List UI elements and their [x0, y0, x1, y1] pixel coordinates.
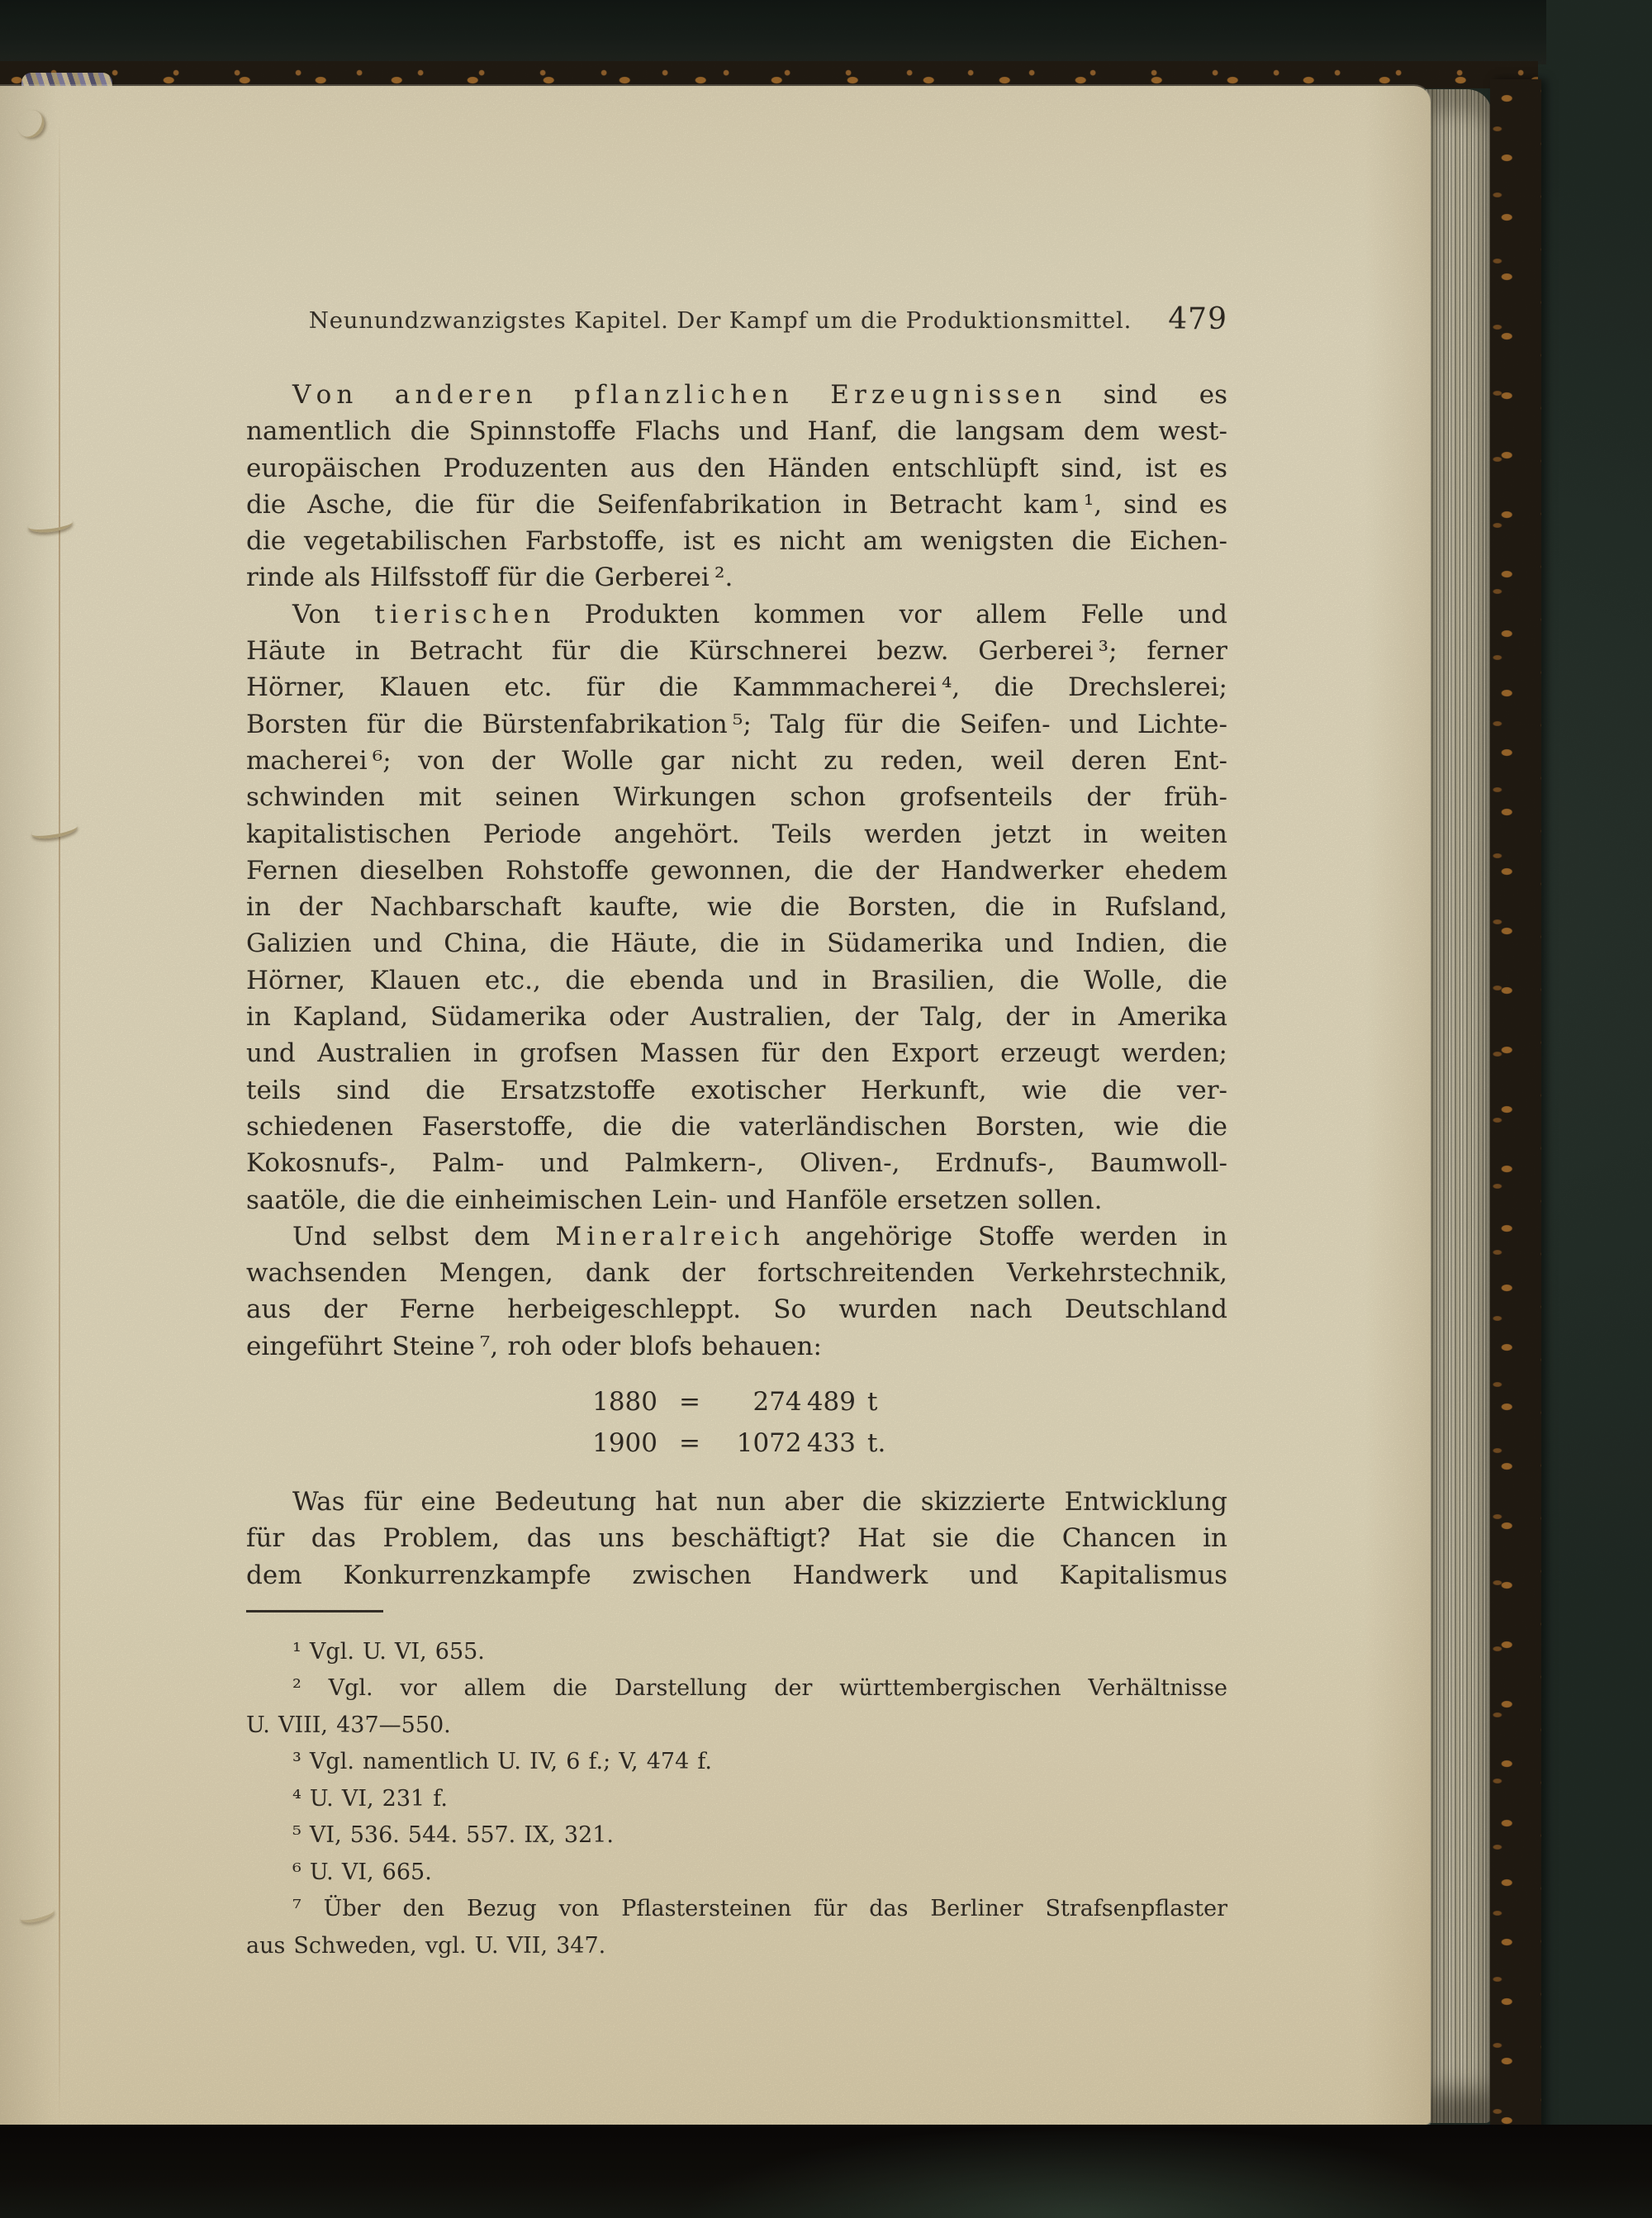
binding-stitch — [19, 1904, 56, 1926]
footnote-line: ⁵ VI, 536. 544. 557. IX, 321. — [292, 1822, 615, 1849]
text-line: in der Nachbarschaft kaufte, wie die Borsten, die in Rufsland, — [246, 892, 1227, 923]
footnote-line: ⁷ Über den Bezug von Pflastersteinen für das Berliner Strafsenpflaster — [292, 1896, 1227, 1922]
text-line: für das Problem, das uns beschäftigt? Hat sie die Chancen in — [246, 1523, 1227, 1554]
footnote-line: ² Vgl. vor allem die Darstellung der württembergischen Verhältnisse — [292, 1675, 1227, 1702]
text-line: schiedenen Faserstoffe, die die vaterländischen Borsten, wie die — [246, 1111, 1227, 1142]
text-line: Häute in Betracht für die Kürschnerei bezw. Gerberei ³; ferner — [246, 636, 1227, 667]
footnote-line: ⁴ U. VI, 231 f. — [292, 1785, 448, 1812]
footnote — [246, 1670, 1227, 1744]
stone-imports-table — [246, 1381, 1227, 1464]
equals-sign: = — [679, 1428, 702, 1459]
bottom-shadow — [0, 2125, 1652, 2218]
marbled-cover-edge-right — [1490, 79, 1541, 2133]
header-chapter: Neunundzwanzigstes Kapitel. — [308, 307, 669, 334]
body-paragraphs — [246, 377, 1227, 1593]
footnote-rule — [246, 1610, 383, 1612]
binding-stitch — [12, 105, 50, 143]
paragraph — [246, 1218, 1227, 1365]
binding-stitch — [27, 515, 74, 534]
running-header-text — [246, 307, 1227, 334]
binding-stitch — [31, 819, 78, 841]
text-line: in Kapland, Südamerika oder Australien, der Talg, der in Amerika — [246, 1002, 1227, 1033]
import-unit: t. — [867, 1428, 886, 1459]
text-line: eingeführt Steine ⁷, roh oder blofs behauen: — [246, 1331, 822, 1361]
paragraph — [246, 596, 1227, 1218]
footnote — [246, 1891, 1227, 1964]
footnote — [246, 1744, 1227, 1781]
import-year: 1880 — [592, 1387, 657, 1418]
paragraph — [246, 1484, 1227, 1593]
text-line: V o n a n d e r e n p f l a n z l i c h e n E r z e u g n i s s e n sind es — [292, 380, 1227, 410]
page-number: 479 — [1168, 302, 1227, 336]
footnote-line: ³ Vgl. namentlich U. IV, 6 f.; V, 474 f. — [292, 1749, 712, 1775]
text-block — [246, 302, 1227, 1964]
paragraph — [246, 377, 1227, 596]
text-line: macherei ⁶; von der Wolle gar nicht zu reden, weil deren Ent- — [246, 745, 1227, 776]
text-line: Borsten für die Bürstenfabrikation ⁵; Talg für die Seifen- und Lichte- — [246, 709, 1227, 739]
import-unit: t — [867, 1387, 878, 1418]
text-line: europäischen Produzenten aus den Händen entschlüpft sind, ist es — [246, 453, 1227, 483]
text-line: wachsenden Mengen, dank der fortschreitenden Verkehrstechnik, — [246, 1258, 1227, 1289]
marbled-cover-edge-top — [0, 61, 1538, 88]
import-value: 274 489 — [752, 1387, 856, 1418]
footnote — [246, 1781, 1227, 1818]
footnote — [246, 1634, 1227, 1671]
text-line: Hörner, Klauen etc. für die Kammmacherei ⁴, die Drechslerei; — [246, 672, 1227, 703]
running-header — [246, 302, 1227, 342]
text-line: Und selbst dem M i n e r a l r e i c h angehörige Stoffe werden in — [292, 1221, 1227, 1251]
header-title: Der Kampf um die Produktionsmittel. — [676, 307, 1132, 334]
import-value: 1072 433 — [736, 1428, 856, 1459]
page-edge-stack — [1426, 89, 1492, 2123]
footnote-line: U. VIII, 437—550. — [246, 1712, 451, 1738]
text-line: und Australien in grofsen Massen für den Export erzeugt werden; — [246, 1038, 1227, 1069]
text-line: aus der Ferne herbeigeschleppt. So wurden nach Deutschland — [246, 1294, 1227, 1325]
import-year: 1900 — [592, 1428, 657, 1459]
text-line: saatöle, die die einheimischen Lein- und Hanföle ersetzen sollen. — [246, 1185, 1103, 1215]
gutter-fold — [59, 119, 60, 2126]
book-cover-top — [0, 0, 1546, 64]
text-line: Kokosnufs-, Palm- und Palmkern-, Oliven-, Erdnufs-, Baumwoll- — [246, 1148, 1227, 1179]
text-line: die Asche, die für die Seifenfabrikation in Betracht kam ¹, sind es — [246, 489, 1227, 520]
import-row — [582, 1422, 892, 1464]
text-line: teils sind die Ersatzstoffe exotischer Herkunft, wie die ver- — [246, 1075, 1227, 1105]
text-line: dem Konkurrenzkampfe zwischen Handwerk und Kapitalismus — [246, 1560, 1227, 1590]
footnotes — [246, 1634, 1227, 1965]
text-line: namentlich die Spinnstoffe Flachs und Hanf, die langsam dem west- — [246, 416, 1227, 447]
import-row — [582, 1381, 892, 1422]
text-line: Fernen dieselben Rohstoffe gewonnen, die der Handwerker ehedem — [246, 855, 1227, 886]
footnote-line: ¹ Vgl. U. VI, 655. — [292, 1638, 485, 1665]
footnote-line: aus Schweden, vgl. U. VII, 347. — [246, 1932, 606, 1959]
footnote — [246, 1855, 1227, 1892]
footnote-line: ⁶ U. VI, 665. — [292, 1859, 432, 1885]
text-line: die vegetabilischen Farbstoffe, ist es nicht am wenigsten die Eichen- — [246, 526, 1227, 557]
text-line: Galizien und China, die Häute, die in Südamerika und Indien, die — [246, 929, 1227, 959]
text-line: Hörner, Klauen etc., die ebenda und in Brasilien, die Wolle, die — [246, 965, 1227, 995]
text-line: Was für eine Bedeutung hat nun aber die skizzierte Entwicklung — [292, 1487, 1227, 1517]
equals-sign: = — [679, 1387, 702, 1418]
text-line: schwinden mit seinen Wirkungen schon grofsenteils der früh- — [246, 782, 1227, 813]
text-line: rinde als Hilfsstoff für die Gerberei ². — [246, 563, 733, 593]
text-line: kapitalistischen Periode angehört. Teils werden jetzt in weiten — [246, 819, 1227, 849]
footnote — [246, 1817, 1227, 1855]
book-page — [0, 86, 1431, 2125]
text-line: Von t i e r i s c h e n Produkten kommen vor allem Felle und — [292, 599, 1227, 629]
